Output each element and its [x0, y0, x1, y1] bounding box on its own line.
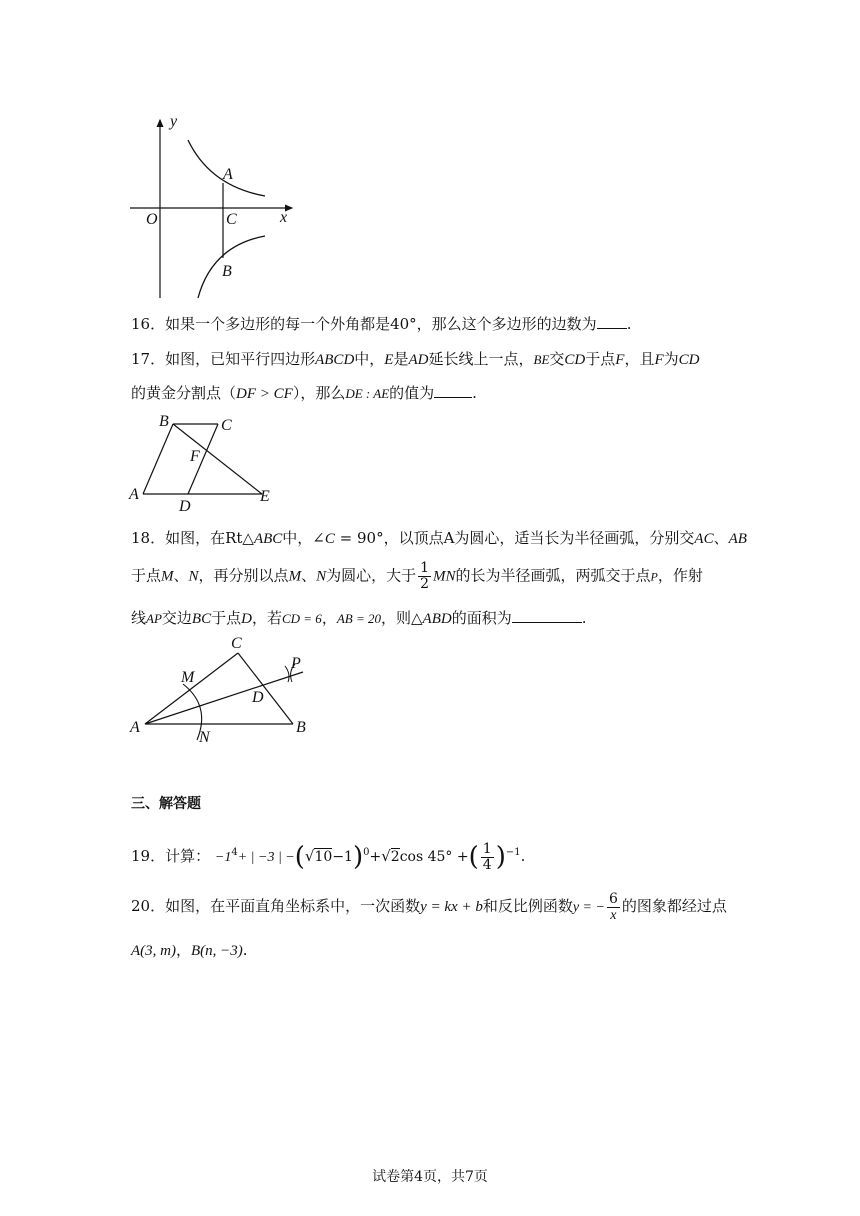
q17-abcd: ABCD	[315, 352, 355, 368]
q17-text: ），那么	[292, 384, 346, 402]
q18-m: M	[288, 568, 302, 585]
question-17-line1	[131, 348, 699, 371]
question-17-line2	[131, 382, 477, 405]
label-c: C	[221, 417, 232, 434]
q18-abc: ABC	[253, 531, 283, 547]
q20-linear: y = kx + b	[420, 899, 483, 915]
label-f: F	[190, 448, 200, 465]
q18-half-num: 1	[420, 560, 430, 576]
q18-answer-blank	[512, 608, 582, 623]
q18-text: ，则△	[380, 609, 423, 627]
q18-text: 中，∠	[282, 529, 325, 547]
q17-f: F	[615, 352, 625, 368]
q17-number: 17．	[131, 350, 166, 368]
q19-sqrt2: 2	[390, 849, 400, 865]
side-ac	[145, 653, 238, 724]
q17-end: .	[472, 384, 477, 402]
q17-answer-blank	[434, 383, 472, 398]
q18-half-fraction	[418, 561, 431, 592]
q18-text: 如图，在Rt△	[165, 529, 254, 547]
label-e: E	[260, 488, 270, 505]
q19-label: 计算：	[165, 847, 211, 865]
label-a: A	[129, 486, 139, 503]
q18-ab-eq: AB = 20	[336, 611, 381, 626]
q17-text: 的黄金分割点（	[131, 384, 237, 402]
q19-paren2-close: )	[495, 842, 506, 872]
q19-sqrt10: 10	[314, 849, 333, 865]
q18-m: M	[161, 568, 174, 585]
q18-sep: 、	[301, 566, 317, 585]
q17-ad: AD	[408, 352, 429, 368]
label-d: D	[252, 689, 264, 706]
q18-n: N	[188, 568, 199, 585]
q19-exp-neg1: −1	[505, 847, 521, 858]
q17-ratio: DE : AE	[345, 386, 390, 401]
parallelogram-figure	[125, 410, 285, 516]
q20-y-eq: y = −	[572, 900, 605, 915]
label-b: B	[222, 263, 232, 280]
label-n: N	[199, 729, 210, 746]
q18-abd: ABD	[422, 611, 452, 627]
label-p: P	[291, 655, 301, 672]
question-20-line2	[131, 939, 248, 962]
q16-number: 16．	[131, 315, 166, 333]
q18-sep: 、	[173, 566, 189, 585]
q20-fraction	[607, 892, 620, 923]
q18-angle-c: C	[324, 531, 335, 547]
q19-exp0: 0	[363, 847, 370, 858]
q20-den-x: x	[610, 907, 617, 923]
q19-number: 19．	[131, 847, 166, 865]
q18-mn: MN	[433, 568, 456, 585]
label-b: B	[159, 413, 169, 430]
q20-number: 20．	[131, 897, 166, 915]
ray-ap	[145, 672, 303, 724]
q16-text: 如果一个多边形的每一个外角都是40°，那么这个多边形的边数为	[165, 315, 597, 333]
question-19	[131, 838, 525, 873]
q20-text: 和反比例函数	[482, 897, 573, 915]
q16-answer-blank	[597, 314, 627, 329]
q18-text: 的长为半径画弧，两弧交于点	[455, 566, 651, 585]
q18-text: 交边	[161, 609, 192, 627]
label-c: C	[226, 211, 237, 228]
q20-text: 如图，在平面直角坐标系中，一次函数	[165, 897, 421, 915]
q18-d: D	[241, 611, 252, 627]
arc-p1	[285, 666, 289, 682]
q18-text: 的面积为	[451, 609, 512, 627]
q19-cos: cos 45° +	[399, 849, 469, 865]
q18-cd-eq: CD = 6	[281, 611, 322, 626]
q17-text: 交	[549, 350, 565, 368]
q18-end: .	[581, 609, 587, 627]
q17-f2: F	[654, 352, 664, 368]
q17-e: E	[384, 352, 394, 368]
q19-neg-one: −1	[214, 850, 232, 865]
q19-paren2-open: (	[468, 842, 479, 872]
q18-half-den: 2	[420, 576, 430, 592]
q16-end: .	[626, 315, 632, 333]
q19-sqrt2-sign: √	[381, 847, 391, 865]
q17-be: BE	[533, 352, 550, 367]
q19-paren-open: (	[294, 842, 305, 872]
q17-text: 如图，已知平行四边形	[165, 350, 316, 368]
label-a: A	[130, 719, 140, 736]
label-o: O	[146, 211, 158, 228]
label-d: D	[179, 498, 191, 515]
line-be	[173, 424, 262, 494]
q18-text: ，作射	[657, 566, 703, 585]
q18-ap: AP	[146, 611, 162, 626]
question-18-line1	[131, 527, 747, 550]
q17-text: 是	[393, 350, 409, 368]
label-a: A	[223, 166, 233, 183]
q20-end: .	[242, 941, 248, 959]
q20-num6: 6	[608, 890, 618, 907]
q17-cd2: CD	[678, 352, 700, 368]
q17-cd: CD	[564, 352, 586, 368]
q20-text: 的图象都经过点	[621, 897, 727, 915]
q18-text: 线	[131, 609, 147, 627]
page-footer: 试卷第4页，共7页	[372, 1169, 488, 1185]
label-m: M	[181, 669, 195, 686]
side-ba	[143, 424, 173, 494]
q19-abs: + | −3 | −	[237, 850, 295, 865]
q19-frac-den: 4	[482, 856, 492, 873]
q17-text: 延长线上一点，	[428, 350, 534, 368]
q18-text: 为圆心，大于	[326, 566, 417, 585]
label-x: x	[280, 209, 288, 226]
q19-fraction	[481, 842, 494, 873]
question-20-line1	[131, 891, 727, 923]
q19-exp4: 4	[231, 847, 238, 858]
label-c: C	[231, 635, 242, 652]
q18-text: ，再分别以点	[198, 566, 289, 585]
q18-text: ，	[321, 609, 337, 627]
section-heading: 三、解答题	[131, 796, 201, 812]
q18-text: 于点	[211, 609, 242, 627]
question-16	[131, 313, 631, 335]
q20-comma: ，	[176, 941, 192, 959]
q18-ac: AC	[694, 531, 714, 547]
q19-paren-close: )	[352, 842, 364, 872]
q20-point-b: B(n, −3)	[191, 943, 243, 959]
q17-text: ，且	[624, 350, 655, 368]
q18-text: 于点	[131, 566, 162, 585]
label-y: y	[170, 113, 178, 130]
q17-text: 的值为	[389, 384, 435, 402]
q18-p: P	[650, 569, 658, 584]
label-b: B	[296, 719, 306, 736]
question-18-line3	[131, 607, 587, 630]
q20-point-a: A(3, m)	[131, 943, 176, 959]
q17-text: 为	[663, 350, 679, 368]
q18-ab: AB	[728, 531, 747, 547]
q17-condition: DF > CF	[236, 386, 293, 402]
q19-plus: +	[369, 849, 382, 865]
q19-frac-num: 1	[482, 840, 492, 857]
q18-n: N	[316, 568, 327, 585]
q18-number: 18．	[131, 529, 166, 547]
q18-text: = 90°，以顶点A为圆心，适当长为半径画弧，分别交	[334, 529, 695, 547]
q17-text: 于点	[585, 350, 616, 368]
q19-sqrt-sign: √	[304, 847, 315, 865]
side-cb	[238, 653, 293, 724]
hyperbola-figure	[120, 108, 320, 308]
q18-text: ，若	[251, 609, 282, 627]
q19-end: .	[520, 847, 526, 865]
q17-text: 中，	[354, 350, 385, 368]
q19-minus1: −1	[332, 849, 353, 865]
question-18-line2	[131, 561, 703, 592]
q18-sep: 、	[713, 529, 729, 547]
q18-bc: BC	[191, 611, 212, 627]
triangle-figure	[125, 632, 325, 746]
